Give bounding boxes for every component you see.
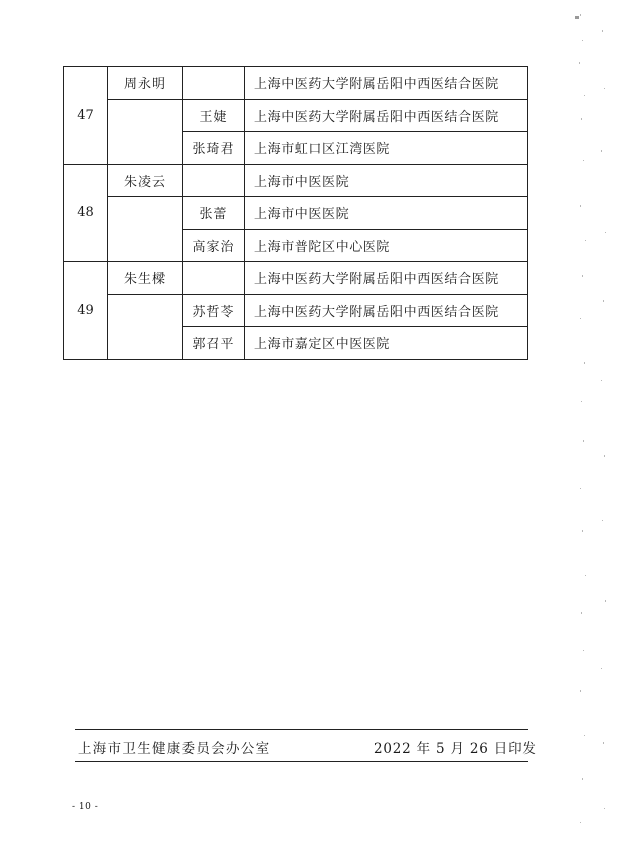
hospital-cell: 上海中医药大学附属岳阳中西医结合医院 bbox=[245, 67, 528, 100]
hospital-cell: 上海市普陀区中心医院 bbox=[245, 229, 528, 262]
empty-cell bbox=[183, 262, 245, 295]
empty-cell bbox=[108, 99, 183, 164]
hospital-cell: 上海市中医医院 bbox=[245, 197, 528, 230]
student-name: 张琦君 bbox=[183, 132, 245, 165]
mentor-name: 朱凌云 bbox=[108, 164, 183, 197]
hospital-cell: 上海中医药大学附属岳阳中西医结合医院 bbox=[245, 262, 528, 295]
table-row bbox=[64, 262, 528, 295]
issue-date: 2022 年 5 月 26 日印发 bbox=[374, 741, 537, 757]
table-row bbox=[64, 67, 528, 100]
student-name: 张蕾 bbox=[183, 197, 245, 230]
empty-cell bbox=[183, 67, 245, 100]
student-name: 苏哲苓 bbox=[183, 294, 245, 327]
empty-cell bbox=[108, 294, 183, 359]
table-row bbox=[64, 99, 528, 132]
group-number: 48 bbox=[64, 164, 108, 262]
footer-rule-top bbox=[75, 729, 528, 730]
table-row bbox=[64, 294, 528, 327]
hospital-cell: 上海市中医医院 bbox=[245, 164, 528, 197]
issuer-name: 上海市卫生健康委员会办公室 bbox=[78, 741, 271, 757]
mentor-name: 朱生樑 bbox=[108, 262, 183, 295]
mentor-student-table bbox=[63, 66, 528, 360]
table-row bbox=[64, 164, 528, 197]
hospital-cell: 上海中医药大学附属岳阳中西医结合医院 bbox=[245, 294, 528, 327]
student-name: 高家治 bbox=[183, 229, 245, 262]
hospital-cell: 上海中医药大学附属岳阳中西医结合医院 bbox=[245, 99, 528, 132]
hospital-cell: 上海市虹口区江湾医院 bbox=[245, 132, 528, 165]
student-name: 王婕 bbox=[183, 99, 245, 132]
group-number: 47 bbox=[64, 67, 108, 165]
scan-edge-noise bbox=[574, 0, 614, 862]
empty-cell bbox=[183, 164, 245, 197]
page-number: - 10 - bbox=[72, 802, 99, 812]
group-number: 49 bbox=[64, 262, 108, 360]
student-name: 郭召平 bbox=[183, 327, 245, 360]
footer-rule-bottom bbox=[75, 761, 528, 762]
empty-cell bbox=[108, 197, 183, 262]
table-row bbox=[64, 197, 528, 230]
mentor-name: 周永明 bbox=[108, 67, 183, 100]
hospital-cell: 上海市嘉定区中医医院 bbox=[245, 327, 528, 360]
